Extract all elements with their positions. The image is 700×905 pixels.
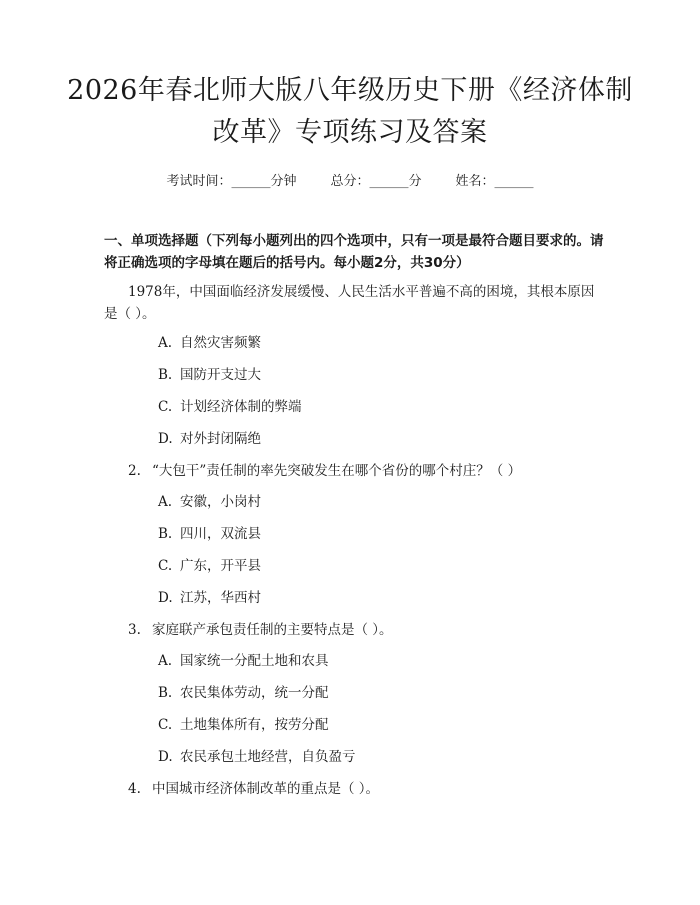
question-1-option-a xyxy=(158,333,261,353)
question-2-option-d xyxy=(158,588,261,608)
total-score-field: 总分：______分 xyxy=(330,174,422,189)
option-text: 广东，开平县 xyxy=(180,558,261,574)
question-2-option-b xyxy=(158,524,261,544)
question-3 xyxy=(104,619,604,641)
option-text: 农民承包土地经营，自负盈亏 xyxy=(180,749,356,765)
option-letter: D. xyxy=(158,749,173,765)
option-letter: D. xyxy=(158,590,173,606)
exam-time-field: 考试时间：______分钟 xyxy=(166,174,297,189)
document-title: 2026年春北师大版八年级历史下册《经济体制改革》专项练习及答案 xyxy=(67,75,633,148)
option-letter: D. xyxy=(158,431,173,447)
option-text: 对外封闭隔绝 xyxy=(180,431,261,447)
option-text: 自然灾害频繁 xyxy=(180,335,261,351)
option-text: 农民集体劳动，统一分配 xyxy=(180,685,329,701)
exam-info xyxy=(0,170,700,189)
student-name-field: 姓名：______ xyxy=(455,174,534,189)
question-1 xyxy=(104,281,604,325)
question-3-number: 3. xyxy=(128,622,141,638)
question-2-option-a xyxy=(158,492,261,512)
option-letter: C. xyxy=(158,558,173,574)
question-2-number: 2. xyxy=(128,463,141,479)
option-letter: B. xyxy=(158,685,173,701)
option-text: 四川，双流县 xyxy=(180,526,261,542)
question-3-option-b xyxy=(158,683,329,703)
question-3-option-a xyxy=(158,651,329,671)
question-3-text: 家庭联产承包责任制的主要特点是（ ）。 xyxy=(152,622,393,638)
question-2-option-c xyxy=(158,556,261,576)
question-1-option-b xyxy=(158,365,261,385)
option-letter: B. xyxy=(158,526,173,542)
option-letter: A. xyxy=(158,494,173,510)
option-text: 计划经济体制的弊端 xyxy=(180,399,302,415)
option-letter: C. xyxy=(158,717,173,733)
question-2-text: “大包干”责任制的率先突破发生在哪个省份的哪个村庄？（ ） xyxy=(152,463,522,479)
option-text: 国家统一分配土地和农具 xyxy=(180,653,329,669)
question-2 xyxy=(104,460,604,482)
option-text: 江苏，华西村 xyxy=(180,590,261,606)
option-text: 安徽，小岗村 xyxy=(180,494,261,510)
option-text: 土地集体所有，按劳分配 xyxy=(180,717,329,733)
option-text: 国防开支过大 xyxy=(180,367,261,383)
question-1-option-d xyxy=(158,429,261,449)
question-4-number: 4. xyxy=(128,781,141,797)
question-3-option-d xyxy=(158,747,356,767)
question-4-text: 中国城市经济体制改革的重点是（ ）。 xyxy=(152,781,380,797)
question-1-option-c xyxy=(158,397,302,417)
option-letter: A. xyxy=(158,653,173,669)
option-letter: B. xyxy=(158,367,173,383)
option-letter: A. xyxy=(158,335,173,351)
option-letter: C. xyxy=(158,399,173,415)
question-3-option-c xyxy=(158,715,329,735)
section-heading: 一、单项选择题（下列每小题列出的四个选项中，只有一项是最符合题目要求的。请将正确选项的字母填在题后的括号内。每小题2分，共30分） xyxy=(104,233,604,271)
question-4 xyxy=(104,778,604,800)
question-1-text: 1978年，中国面临经济发展缓慢、人民生活水平普遍不高的困境，其根本原因是（ ）。 xyxy=(104,284,595,322)
